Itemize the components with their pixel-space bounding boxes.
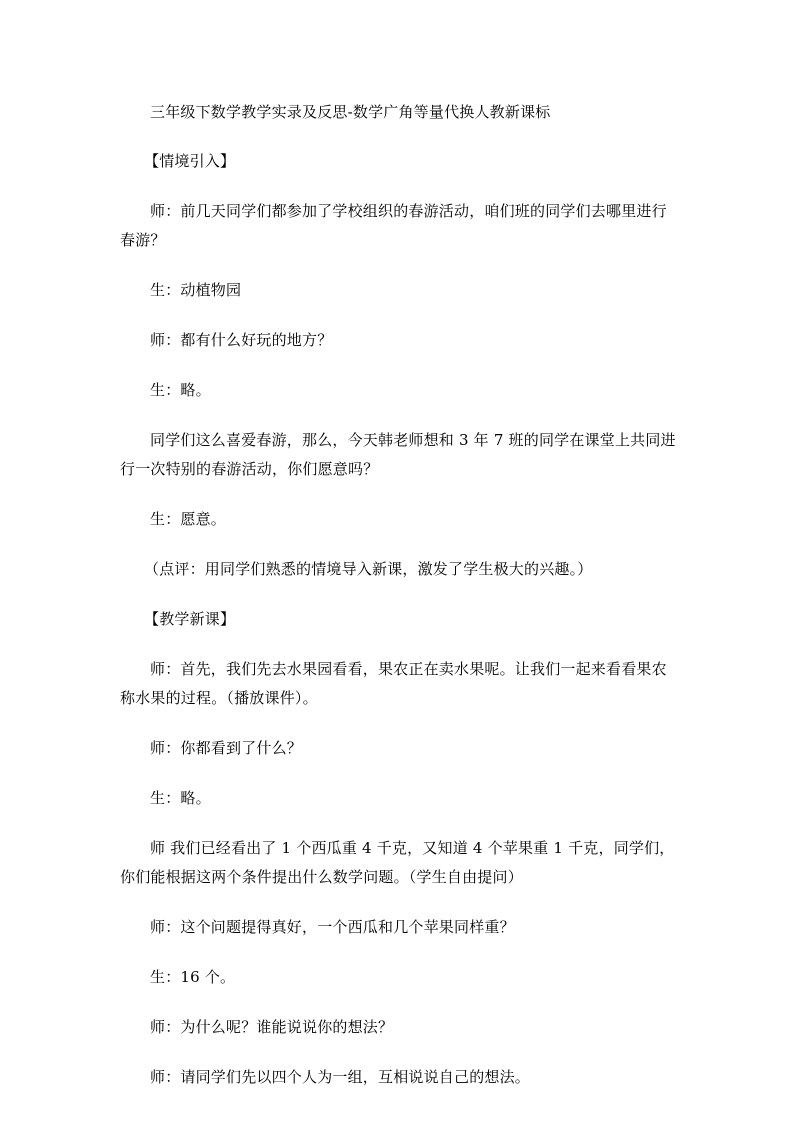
paragraph: 生：愿意。	[150, 510, 227, 528]
document-body	[120, 98, 680, 1113]
paragraph: 师：请同学们先以四个人为一组，互相说说自己的想法。	[150, 1068, 531, 1086]
paragraph: 师：都有什么好玩的地方？	[150, 331, 333, 349]
section-heading-new-lesson: 【教学新课】	[144, 610, 236, 628]
document-title: 三年级下数学教学实录及反思-数学广角等量代换人教新课标	[150, 103, 551, 121]
paragraph: 生：略。	[150, 789, 211, 807]
comment-paragraph: （点评：用同学们熟悉的情境导入新课，激发了学生极大的兴趣。）	[144, 560, 593, 578]
paragraph: 师：你都看到了什么？	[150, 739, 303, 757]
paragraph: 师：首先，我们先去水果园看看，果农正在卖水果呢。让我们一起来看看果农称水果的过程。（播放课件）。	[120, 660, 667, 707]
paragraph: 同学们这么喜爱春游，那么，今天韩老师想和 3 年 7 班的同学在课堂上共同进行一次特别的春游活动，你们愿意吗？	[120, 431, 676, 478]
paragraph: 师：前几天同学们都参加了学校组织的春游活动，咱们班的同学们去哪里进行春游？	[120, 202, 667, 249]
paragraph: 师：这个问题提得真好，一个西瓜和几个苹果同样重？	[150, 918, 515, 936]
paragraph: 师 我们已经看出了 1 个西瓜重 4 千克，又知道 4 个苹果重 1 千克，同学们，你们能根据这两个条件提出什么数学问题。（学生自由提问）	[120, 839, 675, 886]
paragraph: 生：动植物园	[150, 281, 242, 299]
section-heading-intro: 【情境引入】	[144, 152, 236, 170]
paragraph: 生：16 个。	[150, 968, 236, 986]
paragraph: 师：为什么呢？谁能说说你的想法？	[150, 1018, 394, 1036]
paragraph: 生：略。	[150, 381, 211, 399]
